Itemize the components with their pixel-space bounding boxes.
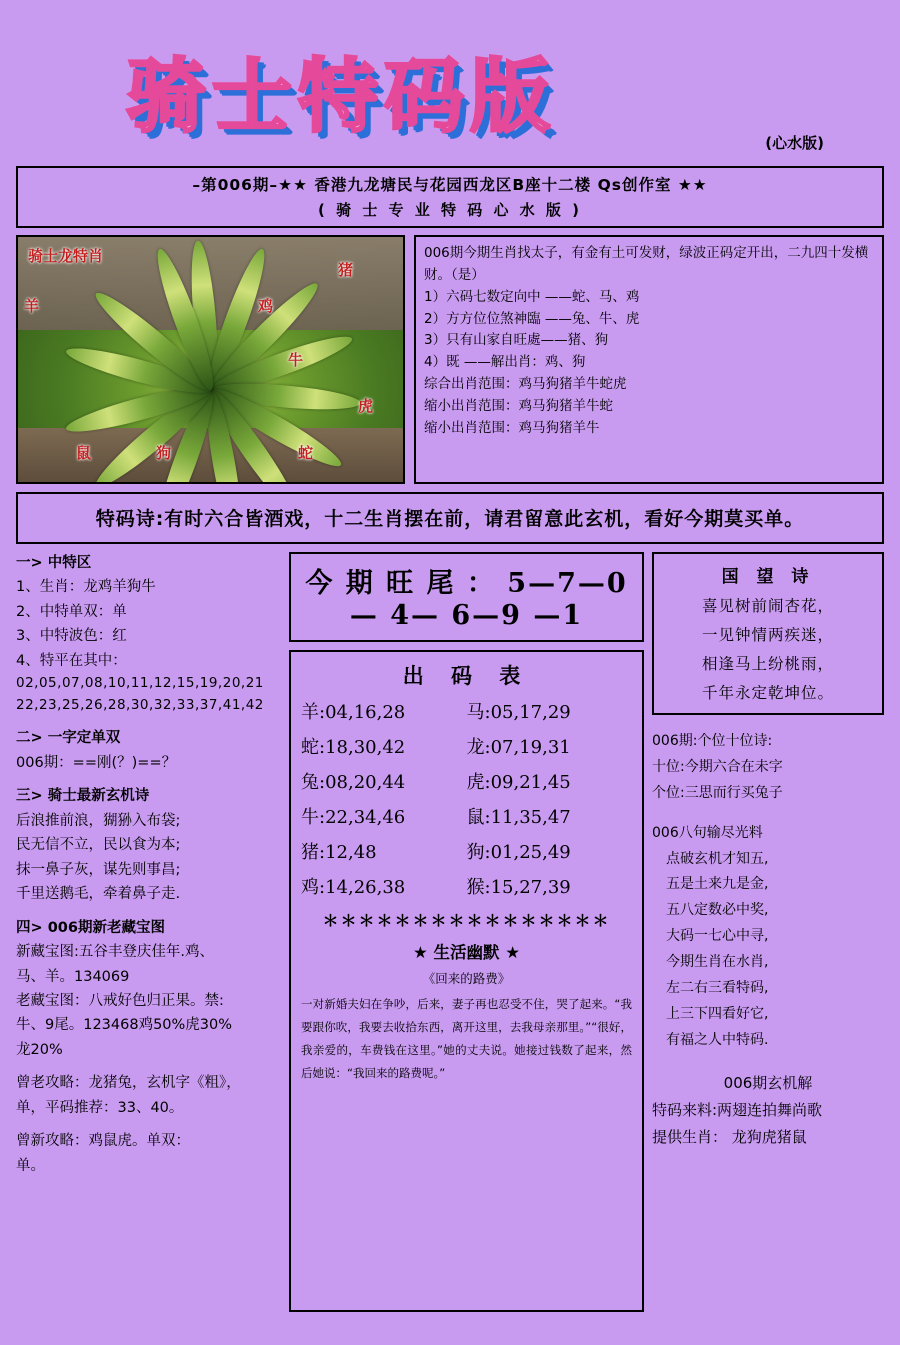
left-numbers-row-1: 02,05,07,08,10,11,12,15,19,20,21 bbox=[16, 675, 264, 692]
national-poem-panel bbox=[652, 552, 884, 715]
code-cell: 虎:09,21,45 bbox=[466, 772, 571, 793]
photo-caption: 骑士龙特肖 bbox=[28, 247, 104, 265]
photo-label-3: 牛 bbox=[288, 351, 304, 369]
left-s3-line-0: 后浪推前浪，猢狲入布袋; bbox=[16, 812, 181, 829]
right-foot-line-0: 006期玄机解 bbox=[723, 1073, 813, 1092]
plant-photo bbox=[16, 235, 405, 484]
right-section-3 bbox=[652, 821, 884, 1054]
right-column bbox=[652, 552, 884, 1312]
table-row bbox=[301, 838, 632, 864]
left-s3-line-1: 民无信不立，民以食为本; bbox=[16, 837, 181, 854]
left-s4-line-6: 单，平码推荐：33、40。 bbox=[16, 1099, 184, 1116]
page-title: 骑士特码版 bbox=[126, 50, 556, 143]
middle-column bbox=[289, 552, 644, 1312]
left-content bbox=[16, 552, 281, 1178]
notes-item-0: 1）六码七数定向中 ——蛇、马、鸡 bbox=[424, 288, 640, 305]
right-s3-line-2: 五八定数必中奖, bbox=[666, 902, 769, 919]
code-cell: 马:05,17,29 bbox=[466, 702, 571, 723]
left-s3-line-2: 抹一鼻子灰，谋先则事昌; bbox=[16, 861, 181, 878]
right-s3-line-6: 上三下四看好它, bbox=[666, 1005, 769, 1022]
photo-label-4: 虎 bbox=[358, 397, 374, 415]
right-s3-line-4: 今期生肖在水肖, bbox=[666, 954, 769, 971]
notes-range-2: 缩小出肖范围：鸡马狗猪羊牛 bbox=[424, 419, 600, 436]
left-section-2-title: 二> 一字定单双 bbox=[16, 730, 121, 747]
left-s4-line-2: 老藏宝图：八戒好色归正果。禁: bbox=[16, 992, 224, 1009]
code-table-panel bbox=[289, 650, 644, 1312]
left-s4-line-0: 新藏宝图:五谷丰登庆佳年.鸡、 bbox=[16, 944, 214, 961]
left-numbers-row-2: 22,23,25,26,28,30,32,33,37,41,42 bbox=[16, 697, 264, 714]
special-code-poem: 特码诗:有时六合皆酒戏，十二生肖摆在前，请君留意此玄机，看好今期莫买单。 bbox=[16, 492, 884, 544]
national-poem-line-0: 喜见树前闹杏花， bbox=[701, 597, 834, 615]
left-section-4-title: 四> 006期新老藏宝图 bbox=[16, 919, 165, 936]
notes-panel bbox=[414, 235, 884, 484]
notes-range-1: 缩小出肖范围：鸡马狗猪羊牛蛇 bbox=[424, 398, 613, 415]
photo-notes-row bbox=[16, 235, 884, 484]
table-row bbox=[301, 768, 632, 794]
right-section-2 bbox=[652, 729, 884, 807]
left-s2-line: 006期：==刚(？)==？ bbox=[16, 754, 177, 771]
left-s1-line-1: 2、中特单双：单 bbox=[16, 603, 127, 620]
national-poem-line-3: 千年永定乾坤位。 bbox=[701, 684, 834, 702]
right-s3-title: 006八句输尽光料 bbox=[652, 824, 763, 841]
notes-lead: 006期今期生肖找太子，有金有土可发财，绿波正码定开出，二九四十发横财。（是） bbox=[424, 245, 869, 283]
photo-label-0: 羊 bbox=[24, 297, 40, 315]
right-s2-line-2: 个位:三思而行买兔子 bbox=[652, 784, 783, 801]
left-s3-line-3: 千里送鹅毛，牵着鼻子走. bbox=[16, 886, 181, 903]
right-foot-line-2: 提供生肖： 龙狗虎猪鼠 bbox=[652, 1127, 807, 1146]
right-s3-line-7: 有福之人中特码. bbox=[666, 1031, 769, 1048]
left-s4-line-3: 牛、9尾。123468鸡50%虎30% bbox=[16, 1017, 233, 1034]
masthead-subtitle: (心水版) bbox=[765, 134, 824, 152]
left-s1-line-2: 3、中特波色：红 bbox=[16, 628, 127, 645]
code-cell: 狗:01,25,49 bbox=[466, 842, 571, 863]
header-line-1: –第006期–★★ 香港九龙塘民与花园西龙区B座十二楼 Qs创作室 ★★ bbox=[192, 176, 708, 194]
national-poem-title: 国 望 诗 bbox=[721, 567, 815, 587]
star-divider: ＊＊＊＊＊＊＊＊＊＊＊＊＊＊＊＊ bbox=[322, 911, 611, 930]
code-cell: 龙:07,19,31 bbox=[466, 737, 571, 758]
humor-section-title: ★ 生活幽默 ★ bbox=[412, 943, 521, 962]
photo-label-1: 猪 bbox=[338, 261, 354, 279]
right-foot-line-1: 特码来料:两翅连拍舞尚歌 bbox=[652, 1100, 823, 1119]
left-s4-line-8: 单。 bbox=[16, 1157, 45, 1174]
left-column bbox=[16, 552, 281, 1312]
photo-label-2: 鸡 bbox=[258, 297, 274, 315]
left-section-1-title: 一> 中特区 bbox=[16, 555, 92, 571]
left-s4-line-1: 马、羊。134069 bbox=[16, 968, 130, 985]
left-s4-line-5: 曾老攻略：龙猪兔，玄机字《粗》， bbox=[16, 1075, 241, 1092]
code-cell: 蛇:18,30,42 bbox=[301, 737, 406, 758]
code-cell: 鸡:14,26,38 bbox=[301, 877, 406, 898]
header-bar bbox=[16, 166, 884, 228]
table-row bbox=[301, 733, 632, 759]
right-s2-line-0: 006期:个位十位诗: bbox=[652, 733, 773, 749]
code-cell: 猪:12,48 bbox=[301, 842, 377, 863]
photo-label-7: 蛇 bbox=[298, 444, 314, 462]
code-table-grid bbox=[301, 698, 632, 899]
photo-label-6: 狗 bbox=[156, 444, 172, 462]
notes-item-1: 2）方方位位煞神臨 ——兔、牛、虎 bbox=[424, 310, 640, 327]
code-cell: 兔:08,20,44 bbox=[301, 772, 406, 793]
photo-label-5: 鼠 bbox=[76, 444, 92, 462]
table-row bbox=[301, 803, 632, 829]
table-row bbox=[301, 873, 632, 899]
humor-body-text: 一对新婚夫妇在争吵，后来，妻子再也忍受不住，哭了起来。“我要跟你吹，我要去收拾东西，离开这里，去我母亲那里。”“很好，我亲爱的，车费钱在这里。”她的丈夫说。她接过钱数了起来，然后她说：“我回来的路费呢。” bbox=[301, 997, 632, 1080]
notes-range-0: 综合出肖范围：鸡马狗猪羊牛蛇虎 bbox=[424, 376, 627, 393]
left-s4-line-7: 曾新攻略：鸡鼠虎。单双： bbox=[16, 1133, 190, 1150]
code-cell: 鼠:11,35,47 bbox=[466, 807, 571, 828]
right-s3-line-5: 左二右三看特码, bbox=[666, 980, 769, 997]
masthead bbox=[16, 14, 884, 152]
hot-tails-banner: 今 期 旺 尾 ： 5—7—0— 4— 6—9 —1 bbox=[289, 552, 644, 642]
notes-item-3: 4）既 ——解出肖：鸡、狗 bbox=[424, 354, 586, 371]
code-cell: 牛:22,34,46 bbox=[301, 807, 406, 828]
header-line-2: ( 骑 士 专 业 特 码 心 水 版 ) bbox=[318, 201, 582, 219]
main-columns bbox=[16, 552, 884, 1312]
code-cell: 猴:15,27,39 bbox=[466, 877, 571, 898]
humor-subtitle: 《回来的路费》 bbox=[422, 971, 511, 986]
right-footer bbox=[652, 1070, 884, 1151]
left-s1-line-3: 4、特平在其中： bbox=[16, 652, 127, 669]
code-table-title: 出 码 表 bbox=[402, 664, 531, 688]
table-row bbox=[301, 698, 632, 724]
left-s4-line-4: 龙20% bbox=[16, 1041, 63, 1058]
right-s3-line-3: 大码一七心中寻, bbox=[666, 928, 769, 945]
right-s3-line-0: 点破玄机才知五, bbox=[666, 850, 769, 867]
right-s3-line-1: 五是土来九是金, bbox=[666, 876, 769, 893]
code-cell: 羊:04,16,28 bbox=[301, 702, 406, 723]
left-section-3-title: 三> 骑士最新玄机诗 bbox=[16, 788, 150, 805]
right-s2-line-1: 十位:今期六合在未字 bbox=[652, 758, 783, 775]
national-poem-line-2: 相逢马上纷桃雨， bbox=[701, 655, 834, 673]
notes-item-2: 3）只有山家自旺處——猪、狗 bbox=[424, 332, 609, 349]
left-s1-line-0: 1、生肖：龙鸡羊狗牛 bbox=[16, 579, 156, 596]
national-poem-line-1: 一见钟情两疾迷， bbox=[701, 626, 834, 644]
